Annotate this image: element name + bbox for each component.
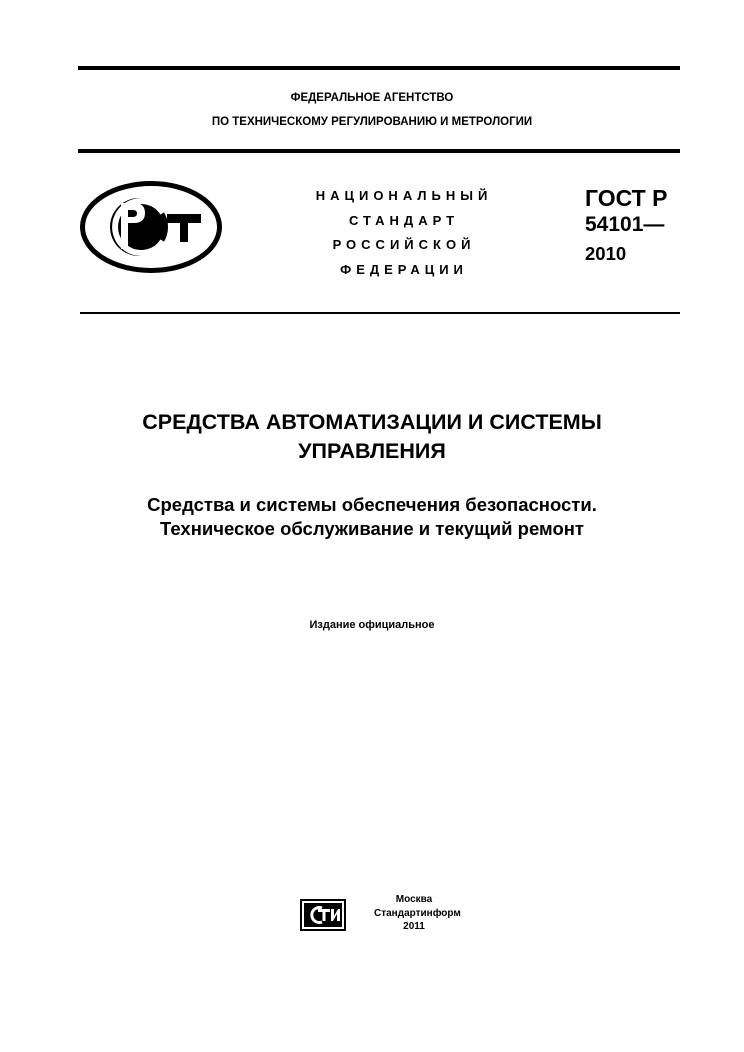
publisher-block (374, 893, 461, 934)
rst-certification-mark-icon (79, 180, 223, 274)
national-standard-block (292, 184, 516, 282)
designation-prefix: ГОСТ Р (585, 185, 668, 211)
header-rule (78, 149, 680, 153)
subtitle-line-2: Техническое обслуживание и текущий ремонт (160, 518, 584, 539)
document-title (0, 408, 744, 466)
title-line-1: СРЕДСТВА АВТОМАТИЗАЦИИ И СИСТЕМЫ (142, 410, 602, 434)
designation-rule (80, 312, 680, 314)
top-rule (78, 66, 680, 70)
national-standard-line: РОССИЙСКОЙ (332, 237, 476, 252)
title-line-2: УПРАВЛЕНИЯ (298, 439, 446, 463)
publisher-name: Стандартинформ (374, 907, 461, 919)
edition-label: Издание официальное (309, 619, 435, 631)
national-standard-line: НАЦИОНАЛЬНЫЙ (315, 188, 493, 203)
designation-number: 54101— (585, 213, 665, 236)
document-subtitle (0, 493, 744, 541)
national-standard-line: СТАНДАРТ (348, 212, 460, 228)
agency-line-1: ФЕДЕРАЛЬНОЕ АГЕНТСТВО (290, 92, 454, 104)
subtitle-line-1: Средства и системы обеспечения безопасности. (147, 494, 597, 515)
publisher-city: Москва (395, 894, 433, 905)
standartinform-logo-icon (300, 899, 346, 931)
designation-year: 2010 (585, 243, 627, 264)
national-standard-line: ФЕДЕРАЦИИ (340, 261, 468, 277)
publisher-year: 2011 (403, 921, 425, 932)
agency-line-2: ПО ТЕХНИЧЕСКОМУ РЕГУЛИРОВАНИЮ И МЕТРОЛОГИИ (211, 116, 533, 128)
